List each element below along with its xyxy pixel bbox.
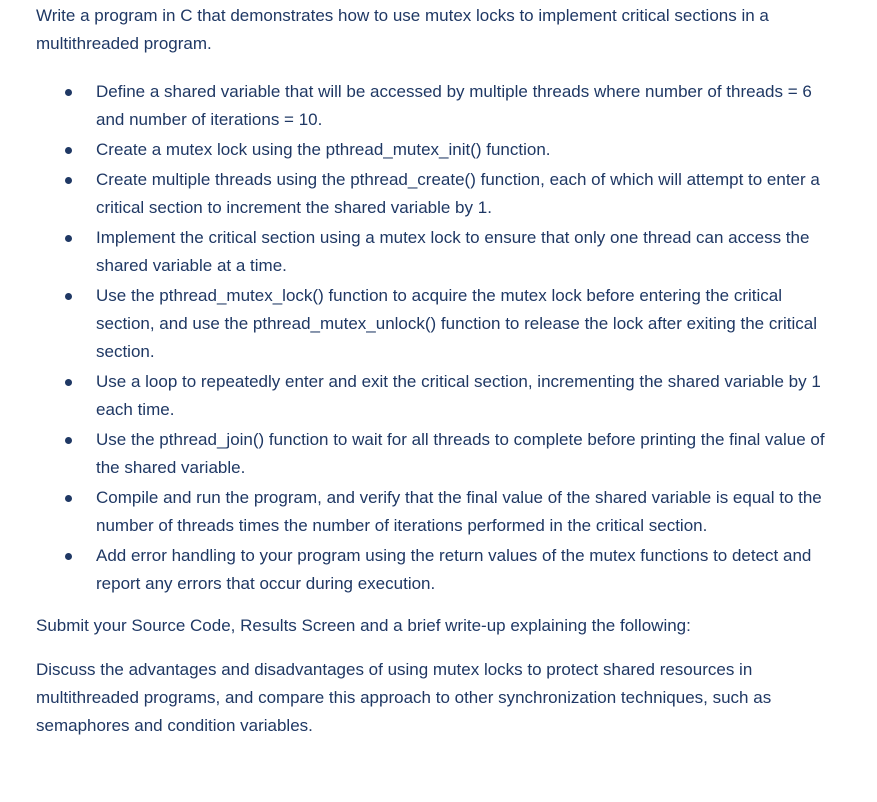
assignment-document — [36, 2, 826, 740]
task-item-1 — [36, 78, 826, 134]
task-text: Create multiple threads using the pthread_create() function, each of which will attempt to enter a critical section to increment the shared variable by 1. — [96, 170, 820, 217]
bullet-icon — [65, 293, 72, 300]
bullet-icon — [65, 495, 72, 502]
task-item-2 — [36, 136, 826, 164]
task-list — [36, 78, 826, 598]
bullet-icon — [65, 89, 72, 96]
bullet-icon — [65, 235, 72, 242]
intro-paragraph: Write a program in C that demonstrates how to use mutex locks to implement critical sections in a multithreaded program. — [36, 6, 769, 53]
discuss-paragraph: Discuss the advantages and disadvantages of using mutex locks to protect shared resources in multithreaded programs, and compare this approach to other synchronization techniques, such as semaphores and condition variables. — [36, 660, 772, 735]
task-text: Use a loop to repeatedly enter and exit the critical section, incrementing the shared variable by 1 each time. — [96, 372, 821, 419]
bullet-icon — [65, 437, 72, 444]
task-item-3 — [36, 166, 826, 222]
bullet-icon — [65, 379, 72, 386]
bullet-icon — [65, 553, 72, 560]
task-text: Compile and run the program, and verify that the final value of the shared variable is equal to the number of threads times the number of iterations performed in the critical section. — [96, 488, 822, 535]
bullet-icon — [65, 177, 72, 184]
task-item-4 — [36, 224, 826, 280]
task-item-9 — [36, 542, 826, 598]
task-item-6 — [36, 368, 826, 424]
bullet-icon — [65, 147, 72, 154]
task-item-7 — [36, 426, 826, 482]
task-text: Define a shared variable that will be accessed by multiple threads where number of threads = 6 and number of iterations = 10. — [96, 82, 812, 129]
task-text: Implement the critical section using a mutex lock to ensure that only one thread can access the shared variable at a time. — [96, 228, 810, 275]
task-item-5 — [36, 282, 826, 366]
submit-paragraph: Submit your Source Code, Results Screen and a brief write-up explaining the following: — [36, 616, 691, 635]
task-text: Add error handling to your program using the return values of the mutex functions to detect and report any errors that occur during execution. — [96, 546, 812, 593]
task-text: Use the pthread_mutex_lock() function to acquire the mutex lock before entering the critical section, and use the pthread_mutex_unlock() function to release the lock after exiting the critical section. — [96, 286, 818, 361]
task-item-8 — [36, 484, 826, 540]
task-text: Create a mutex lock using the pthread_mutex_init() function. — [96, 140, 551, 159]
task-text: Use the pthread_join() function to wait for all threads to complete before printing the final value of the shared variable. — [96, 430, 825, 477]
